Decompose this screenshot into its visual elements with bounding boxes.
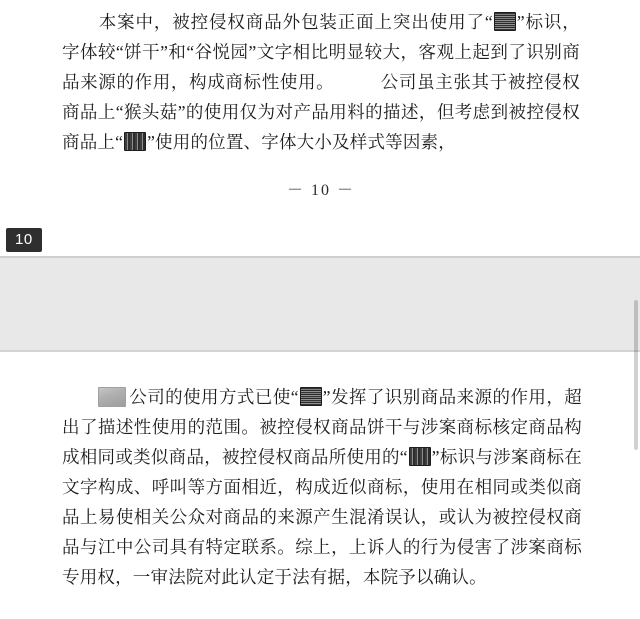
document-page-top xyxy=(0,0,640,252)
document-page-bottom xyxy=(0,352,640,619)
scrollbar-track[interactable] xyxy=(635,0,639,619)
paragraph-bottom-part-1: 公司的使用方式已使“ xyxy=(129,387,299,407)
paragraph-top xyxy=(62,0,580,157)
paragraph-top-part-2: ”标识，字体较“饼干”和“谷悦园”文字相比明显较大，客观上起到了识别商品来源的作用，构成商标性使用。 xyxy=(62,12,580,92)
paragraph-bottom-part-2: ”发挥了识别商品来源的作用，超出了描述性使用的范围。被控侵权商品饼干与涉案商标核定商品构成相同或类似商品，被控侵权商品所使用的“ xyxy=(62,387,582,467)
redacted-seal-mark-icon xyxy=(300,387,322,406)
scrollbar-thumb[interactable] xyxy=(634,300,638,450)
paragraph-top-part-4: ”使用的位置、字体大小及样式等因素， xyxy=(147,132,456,152)
paragraph-bottom xyxy=(62,352,582,592)
redacted-seal-mark-icon xyxy=(409,447,431,466)
paragraph-bottom-part-3: ”标识与涉案商标在文字构成、呼叫等方面相近，构成近似商标，使用在相同或类似商品上易使相关公众对商品的来源产生混淆误认，或认为被控侵权商品与江中公司具有特定联系。综上，上诉人的行为侵害了涉案商标专用权，一审法院对此认定于法有据，本院予以确认。 xyxy=(62,447,582,587)
page-separator-gap xyxy=(0,258,640,350)
page-badge[interactable]: 10 xyxy=(6,228,42,252)
redacted-seal-mark-icon xyxy=(494,12,516,31)
page-number-marker: － 10 － xyxy=(286,182,355,199)
paragraph-top-part-1: 本案中，被控侵权商品外包装正面上突出使用了“ xyxy=(98,12,493,32)
redacted-seal-mark-icon xyxy=(124,132,146,151)
paragraph-top-part-3: 公司虽主张其于被控侵权商品上“猴头菇”的使用仅为对产品用料的描述，但考虑到被控侵权商品上“ xyxy=(62,72,581,152)
redacted-company-name-icon xyxy=(98,387,126,407)
